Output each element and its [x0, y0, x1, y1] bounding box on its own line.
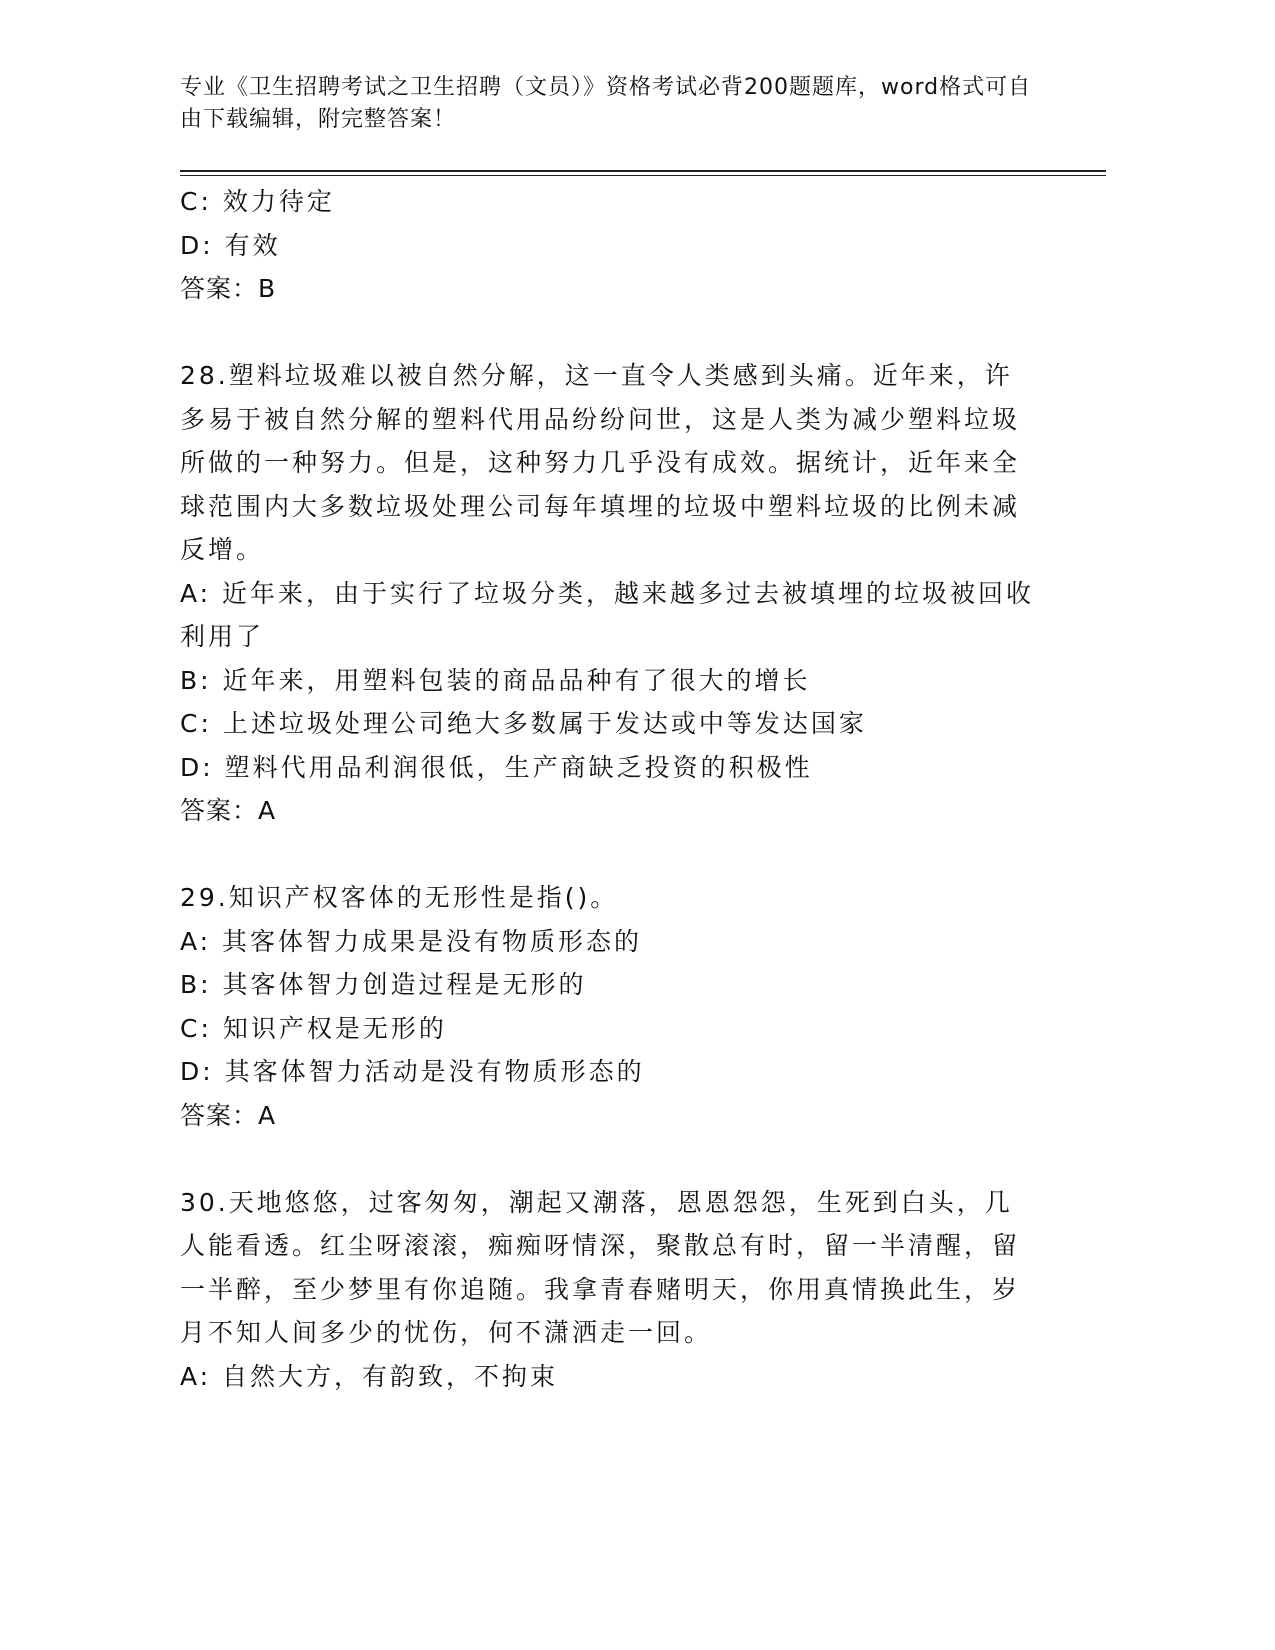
spacer — [180, 833, 1040, 877]
answer-line: 答案：B — [180, 274, 277, 303]
document-body — [180, 180, 1040, 1398]
option-a: A: 自然大方，有韵致，不拘束 — [180, 1361, 559, 1391]
option-b: B: 近年来，用塑料包装的商品品种有了很大的增长 — [180, 665, 811, 695]
header-rule-thin — [180, 175, 1106, 176]
answer-line: 答案：A — [180, 796, 277, 825]
question-28 — [180, 354, 1040, 833]
question-30 — [180, 1181, 1040, 1399]
spacer — [180, 311, 1040, 355]
option-a: A: 近年来，由于实行了垃圾分类，越来越多过去被填埋的垃圾被回收利用了 — [180, 578, 1035, 651]
question-stem: 29.知识产权客体的无形性是指()。 — [180, 883, 619, 912]
option-a: A: 其客体智力成果是没有物质形态的 — [180, 926, 643, 956]
option-c: C: 知识产权是无形的 — [180, 1013, 447, 1043]
option-b: B: 其客体智力创造过程是无形的 — [180, 970, 587, 999]
option-d: D: 有效 — [180, 230, 281, 260]
option-d: D: 塑料代用品利润很低，生产商缺乏投资的积极性 — [180, 752, 813, 782]
question-stem: 28.塑料垃圾难以被自然分解，这一直令人类感到头痛。近年来，许多易于被自然分解的塑料代用品纷纷问世，这是人类为减少塑料垃圾所做的一种努力。但是，这种努力几乎没有成效。据统计，近年来全球范围内大多数垃圾处理公司每年填埋的垃圾中塑料垃圾的比例未减反增。 — [180, 361, 1021, 564]
document-header: 专业《卫生招聘考试之卫生招聘（文员）》资格考试必背200题题库，word格式可自由下载编辑，附完整答案！ — [180, 75, 1032, 132]
option-c: C: 效力待定 — [180, 187, 335, 216]
option-d: D: 其客体智力活动是没有物质形态的 — [180, 1057, 645, 1086]
option-c: C: 上述垃圾处理公司绝大多数属于发达或中等发达国家 — [180, 709, 867, 738]
question-29 — [180, 876, 1040, 1137]
spacer — [180, 1137, 1040, 1181]
answer-line: 答案：A — [180, 1100, 277, 1130]
question-27-tail — [180, 180, 1040, 311]
header-rule-thick — [180, 170, 1106, 172]
question-stem: 30.天地悠悠，过客匆匆，潮起又潮落，恩恩怨怨，生死到白头，几人能看透。红尘呀滚滚，痴痴呀情深，聚散总有时，留一半清醒，留一半醉，至少梦里有你追随。我拿青春赌明天，你用真情换此生，岁月不知人间多少的忧伤，何不潇洒走一回。 — [180, 1187, 1021, 1347]
